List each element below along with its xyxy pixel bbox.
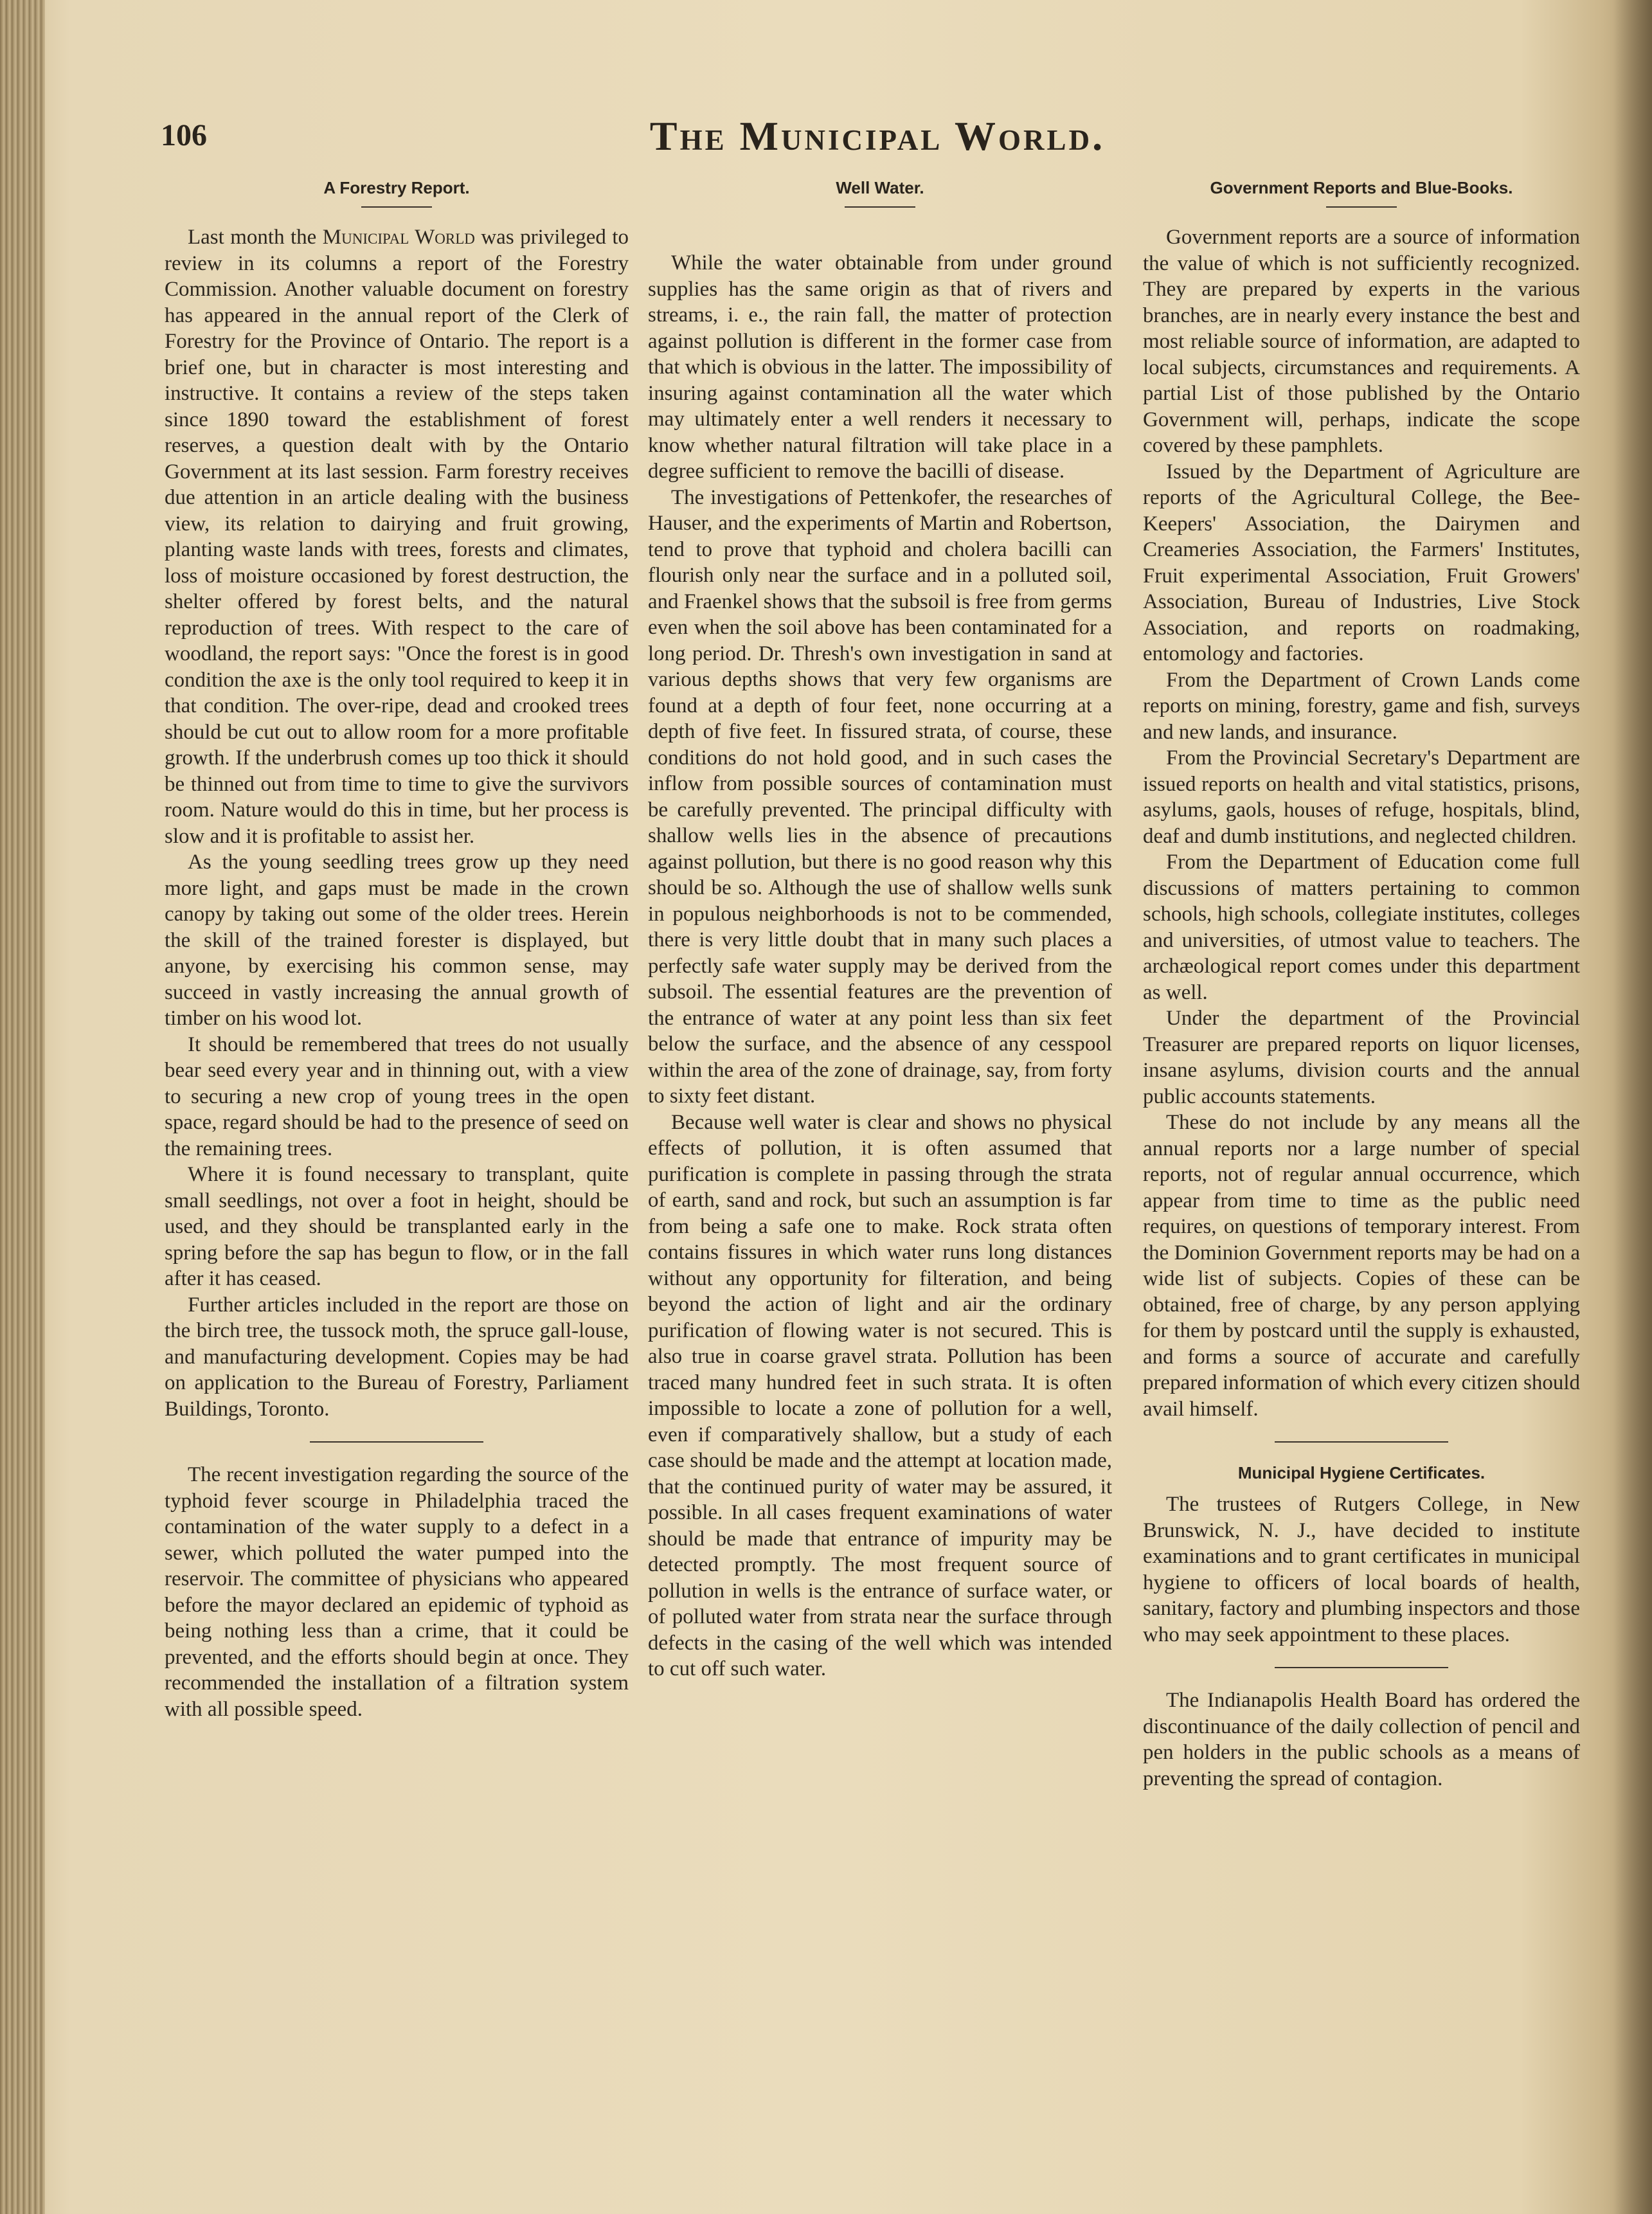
article-paragraph: Where it is found necessary to transplant, quite small seedlings, not over a foot in height, should be used, and they should be transplanted early in the spring before the sap has begun to flow, or in the fall after it has ceased. — [165, 1163, 629, 1290]
article-paragraph: The investigations of Pettenkofer, the researches of Hauser, and the experiments of Martin and Robertson, tend to prove that typhoid and cholera bacilli can flourish only near the surface and in a polluted soil, and Fraenkel shows that the subsoil is free from germs even when the soil above has been contaminated for a long period. Dr. Thresh's own investigation in sand at various depths shows that very few organisms are found at a depth of four feet, none occurring at a depth of five feet. In fissured strata, of course, these conditions do not hold good, and in such cases the inflow from possible sources of contamination must be carefully prevented. The principal difficulty with shallow wells lies in the absence of precautions against pollution, but there is no good reason why this should be so. Although the use of shallow wells sunk in populous neighborhoods is not to be commended, there is very little doubt that in many such places a perfectly safe water supply may be derived from the subsoil. The essential features are the prevention of the entrance of water at any point less than six feet below the surface, and the absence of any cesspool within the area of the zone of drainage, say, from forty to sixty feet distant. — [648, 485, 1112, 1108]
article-heading-forestry: A Forestry Report. — [323, 178, 470, 197]
article-paragraph: From the Department of Education come full discussions of matters pertaining to common schools, high schools, collegiate institutes, colleges and universities, of utmost value to teachers. The archæological report comes under this department as well. — [1143, 851, 1580, 1004]
page-edge-shadow — [1613, 0, 1652, 2214]
article-paragraph: Under the department of the Provincial Treasurer are prepared reports on liquor licenses, insane asylums, division courts and the annual public accounts statements. — [1143, 1007, 1580, 1108]
article-paragraph: While the water obtainable from under ground supplies has the same origin as that of rivers and streams, i. e., the rain fall, the matter of protection against pollution is different in the former case from that which is obvious in the latter. The impossibility of insuring against contamination all the water which may ultimately enter a well renders it necessary to know whether natural filtration will take place in a degree sufficient to remove the bacilli of disease. — [648, 251, 1112, 483]
article-paragraph: Government reports are a source of information the value of which is not sufficiently recognized. They are prepared by experts in the various branches, are in nearly every instance the best and most reliable source of information, are adapted to local subjects, circumstances and requirements. A partial List of those published by the Ontario Government will, perhaps, indicate the scope covered by these pamphlets. — [1143, 226, 1580, 457]
article-paragraph-typhoid: The recent investigation regarding the source of the typhoid fever scourge in Philadelphia traced the contamination of the water supply to a defect in a sewer, which polluted the water pumped into the reservoir. The committee of physicians who appeared before the mayor declared an epidemic of typhoid as being nothing less than a crime, that it could be prevented, and the efforts should begin at once. They recommended the installation of a filtration system with all possible speed. — [165, 1463, 629, 1721]
heading-rule — [1326, 206, 1397, 208]
article-paragraph: Further articles included in the report are those on the birch tree, the tussock moth, the spruce gall-louse, and manufacturing development. Copies may be had on application to the Bureau of Forestry, Parliament Buildings, Toronto. — [165, 1293, 629, 1421]
page-number: 106 — [161, 118, 207, 152]
paragraph-lead: Last month the — [188, 226, 323, 249]
paragraph-rest: was privileged to review in its columns a report of the Forestry Commission. Another valuable document on forestry has appeared in the annual report of the Clerk of Forestry for the Province of Ontario. The report is a brief one, but in character is most interesting and instructive. It contains a review of the steps taken since 1890 toward the establishment of forest reserves, a question dealt with by the Ontario Government at its last session. Farm forestry receives due attention in an article dealing with the business view, its relation to dairying and fruit growing, planting waste lands with trees, forests and climates, loss of moisture occasioned by forest destruction, the shelter offered by forest belts, and the natural reproduction of trees. With respect to the care of woodland, the report says: "Once the forest is in good condition the axe is the only tool required to keep it in that condition. The over-ripe, dead and crooked trees should be cut out to allow room for a more profitable growth. If the underbrush comes up too thick it should be thinned out from time to time to give the survivors room. Nature would do this in time, but her process is slow and it is profitable to assist her. — [165, 226, 629, 848]
section-divider — [1275, 1441, 1448, 1443]
article-paragraph — [165, 224, 629, 849]
article-paragraph: It should be remembered that trees do not usually bear seed every year and in thinning out, with a view to securing a new crop of young trees in the open space, regard should be had to the presence of seed on the remaining trees. — [165, 1032, 629, 1160]
article-paragraph: Because well water is clear and shows no physical effects of pollution, it is often assumed that purification is complete in passing through the strata of earth, sand and rock, but such an assumption is far from being a safe one to make. Rock strata often contains fissures in which water runs long distances without any opportunity for filteration, and being beyond the action of light and air the ordinary purification of flowing water is not secured. This is also true in coarse gravel strata. Pollution has been traced many hundred feet in such strata. It is often impossible to locate a zone of pollution for a well, even if comparatively shallow, but a study of each case should be made and the attempt at location made, that the continued purity of water may be assured, it possible. In all cases frequent examinations of water should be made that entrance of impurity may be detected promptly. The most frequent source of pollution in wells is the entrance of surface water, or of polluted water from strata near the surface through defects in the casing of the well which was intended to cut off such water. — [648, 1110, 1112, 1680]
heading-rule — [845, 206, 915, 208]
column-well-water — [648, 177, 1112, 1682]
column-forestry-report — [165, 177, 629, 1722]
column-government-reports — [1143, 177, 1580, 1792]
article-heading-hygiene: Municipal Hygiene Certificates. — [1237, 1463, 1486, 1482]
heading-rule — [361, 206, 432, 208]
section-divider — [1275, 1667, 1448, 1668]
page-header — [161, 113, 1594, 170]
article-paragraph: The Indianapolis Health Board has ordered the discontinuance of the daily collection of pencil and pen holders in the public schools as a means of preventing the spread of contagion. — [1143, 1689, 1580, 1790]
article-paragraph: These do not include by any means all the annual reports nor a large number of special reports, not of regular annual occurrence, which appear from time to time as the public need requires, on questions of temporary interest. From the Dominion Government reports may be had on a wide list of subjects. Copies of these can be obtained, free of charge, by any person applying for them by postcard until the supply is exhausted, and forms a source of accurate and carefully prepared information of which every citizen should avail himself. — [1143, 1111, 1580, 1421]
publication-name: Municipal World — [322, 226, 475, 249]
heading-spacer — [648, 224, 1112, 250]
article-paragraph: As the young seedling trees grow up they need more light, and gaps must be made in the crown canopy by taking out some of the older trees. Herein the skill of the trained forester is displayed, but anyone, by exercising his common sense, may succeed in vastly increasing the annual growth of timber on his wood lot. — [165, 851, 629, 1030]
journal-title: The Municipal World. — [649, 113, 1106, 159]
article-paragraph: From the Department of Crown Lands come reports on mining, forestry, game and fish, surveys and new lands, and insurance. — [1143, 668, 1580, 744]
page-binding — [0, 0, 45, 2214]
article-paragraph: The trustees of Rutgers College, in New Brunswick, N. J., have decided to institute examinations and to grant certificates in municipal hygiene to officers of local boards of health, sanitary, factory and plumbing inspectors and those who may seek appointment to these places. — [1143, 1493, 1580, 1646]
article-heading-government-reports: Government Reports and Blue-Books. — [1210, 178, 1513, 197]
section-divider — [310, 1441, 483, 1443]
article-heading-well-water: Well Water. — [836, 178, 924, 197]
article-paragraph: From the Provincial Secretary's Department are issued reports on health and vital statistics, prisons, asylums, gaols, houses of refuge, hospitals, blind, deaf and dumb institutions, and neglected children. — [1143, 746, 1580, 848]
article-paragraph: Issued by the Department of Agriculture are reports of the Agricultural College, the Bee-Keepers' Association, the Dairymen and Creameries Association, the Farmers' Institutes, Fruit experimental Association, Fruit Growers' Association, Bureau of Industries, Live Stock Association, and reports on roadmaking, entomology and factories. — [1143, 460, 1580, 665]
